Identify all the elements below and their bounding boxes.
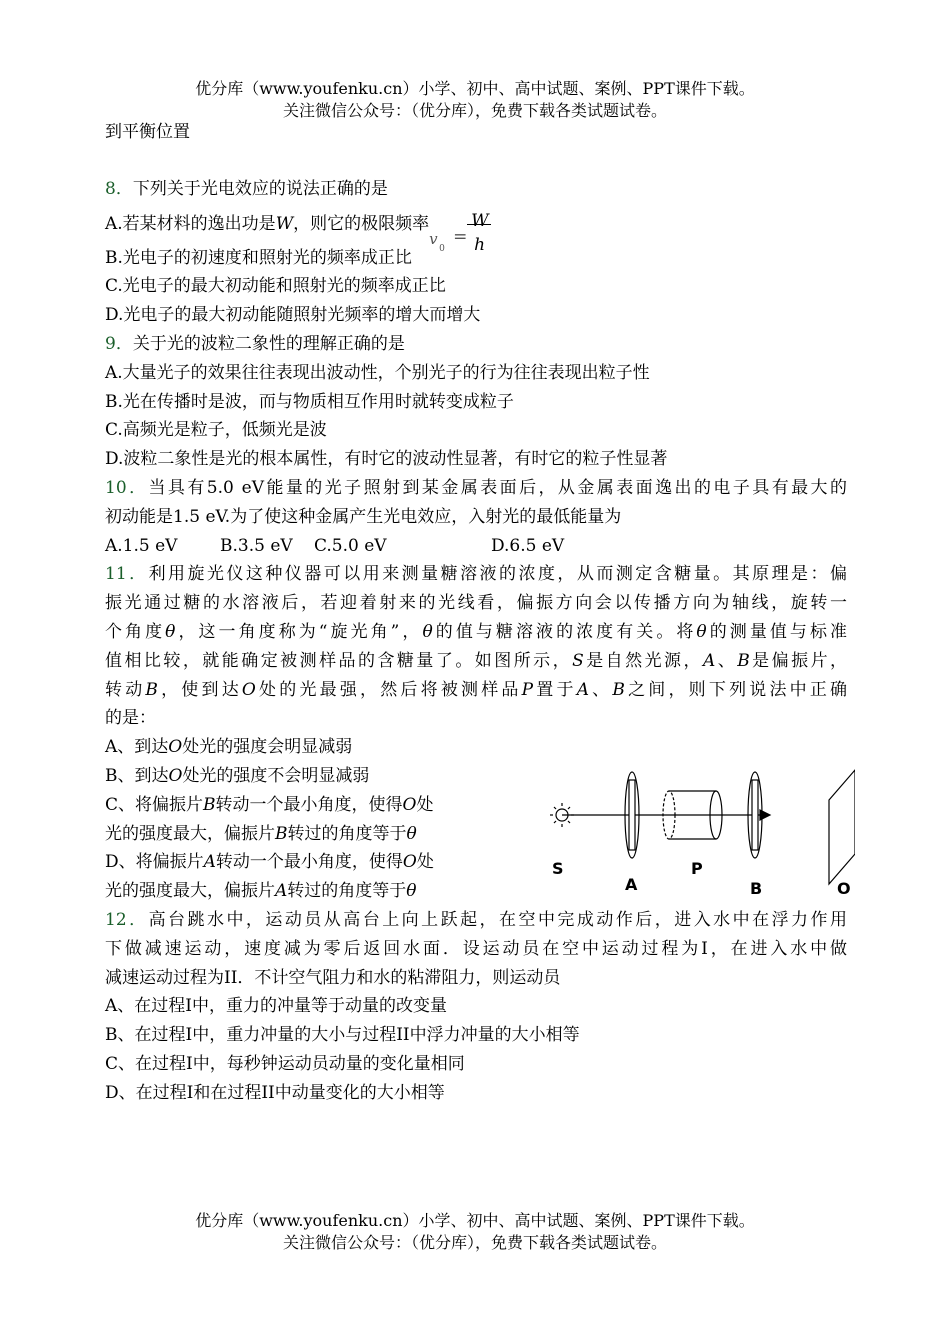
- q10-stem-line-1: 当具有5.0 eV能量的光子照射到某金属表面后，从金属表面逸出的电子具有最大的: [148, 477, 847, 498]
- q8-number: 8．: [105, 178, 133, 199]
- label-a: A: [625, 875, 638, 894]
- footer-line-1: 优分库（www.youfenku.cn）小学、初中、高中试题、案例、PPT课件下载。: [195, 1211, 755, 1230]
- observation-screen-icon: [829, 770, 855, 884]
- question-12: 12．高台跳水中，运动员从高台上向上跃起，在空中完成动作后，进入水中在浮力作用 下做减速运动，速度减为零后返回水面．设运动员在空中运动过程为I，在进入水中做 减速运动过程为II．不计空气阻力和水的粘滞阻力，则运动员 A、在过程I中，重力的冲量等于动量的改变量 B、在过程I中，重力冲量的大小与过程II中浮力冲量的大小相等 C、在过程I中，每秒钟运动员动量的变化量相同 D、在过程I和在过程II中动量变化的大小相等: [105, 906, 847, 1108]
- label-p: P: [691, 859, 703, 878]
- q8-option-a: A.若某材料的逸出功是W，则它的极限频率 v 0 = W h: [105, 204, 847, 244]
- q9-option-b: B.光在传播时是波，而与物质相互作用时就转变成粒子: [105, 391, 514, 412]
- question-8: [105, 175, 847, 330]
- q12-option-a: A、在过程I中，重力的冲量等于动量的改变量: [105, 996, 447, 1017]
- header-line-2: 关注微信公众号：（优分库），免费下载各类试题试卷。: [282, 101, 667, 120]
- polarimeter-diagram: [545, 758, 855, 898]
- q12-option-c: C、在过程I中，每秒钟运动员动量的变化量相同: [105, 1053, 465, 1074]
- q8-stem: 下列关于光电效应的说法正确的是: [132, 178, 388, 199]
- question-11: 11．利用旋光仪这种仪器可以用来测量糖溶液的浓度，从而测定含糖量。其原理是：偏 振光通过糖的水溶液后，若迎着射来的光线看，偏振方向会以传播方向为轴线，旋转一 个角度θ，这一角度称为“旋光角”，θ的值与糖溶液的浓度有关。将θ的测量值与标准 值相比较，就能确定被测样品的含糖量了。如图所示，S是自然光源，A、B是偏振片， 转动B，使到达O处的光最强，然后将被测样品P置于A、B之间，则下列说法中正确 的是： A、到达O处光的强度会明显减弱 B、到达O处光的强度不会明显减弱 C、将偏振片B转动一个最小角度，使得O处 光的强度最大，偏振片B转过的角度等于θ D、将偏振片A转动一个最小角度，使得O处 光的强度最大，偏振片A转过的角度等于θ: [105, 564, 848, 902]
- q9-option-d: D.波粒二象性是光的根本属性，有时它的波动性显著，有时它的粒子性显著: [105, 449, 668, 470]
- q10-option-a: A.1.5 eV: [105, 535, 178, 556]
- q10-option-b: B.3.5 eV: [220, 535, 293, 556]
- document-body: [105, 118, 851, 1108]
- q11-option-d: D、将偏振片A转动一个最小角度，使得O处: [105, 852, 434, 873]
- q10-option-d: D.6.5 eV: [491, 535, 565, 556]
- q9-stem: 关于光的波粒二象性的理解正确的是: [132, 333, 405, 354]
- q11-number: 11．: [105, 564, 149, 585]
- q9-number: 9．: [105, 333, 133, 354]
- question-10: [105, 474, 847, 560]
- header-line-1: 优分库（www.youfenku.cn）小学、初中、高中试题、案例、PPT课件下载。: [195, 79, 755, 98]
- q11-option-b: B、到达O处光的强度不会明显减弱: [105, 765, 370, 786]
- q9-option-c: C.高频光是粒子，低频光是波: [105, 420, 327, 441]
- threshold-frequency-formula: v 0 = W h: [429, 207, 499, 241]
- q10-stem-line-2: 初动能是1.5 eV.为了使这种金属产生光电效应，入射光的最低能量为: [105, 506, 622, 527]
- q8-option-b: B.光电子的初速度和照射光的频率成正比: [105, 247, 412, 268]
- label-b: B: [750, 879, 763, 898]
- q12-option-d: D、在过程I和在过程II中动量变化的大小相等: [105, 1082, 445, 1103]
- label-o: O: [837, 879, 851, 898]
- previous-question-tail: 到平衡位置: [105, 122, 190, 142]
- page-footer: [0, 1210, 950, 1254]
- q10-options: [105, 532, 847, 561]
- q10-option-c: C.5.0 eV: [314, 535, 387, 556]
- q11-option-a: A、到达O处光的强度会明显减弱: [105, 737, 353, 758]
- q8-option-c: C.光电子的最大初动能和照射光的频率成正比: [105, 276, 446, 297]
- q9-option-a: A.大量光子的效果往往表现出波动性，个别光子的行为往往表现出粒子性: [105, 362, 650, 383]
- page-header: [0, 78, 950, 122]
- footer-line-2: 关注微信公众号：（优分库），免费下载各类试题试卷。: [282, 1233, 667, 1252]
- label-s: S: [552, 859, 564, 878]
- q12-number: 12．: [105, 909, 149, 930]
- q11-option-c: C、将偏振片B转动一个最小角度，使得O处: [105, 794, 434, 815]
- question-9: [105, 330, 847, 474]
- q12-option-b: B、在过程I中，重力冲量的大小与过程II中浮力冲量的大小相等: [105, 1025, 580, 1046]
- q10-number: 10．: [105, 477, 149, 498]
- q8-option-d: D.光电子的最大初动能随照射光频率的增大而增大: [105, 305, 481, 326]
